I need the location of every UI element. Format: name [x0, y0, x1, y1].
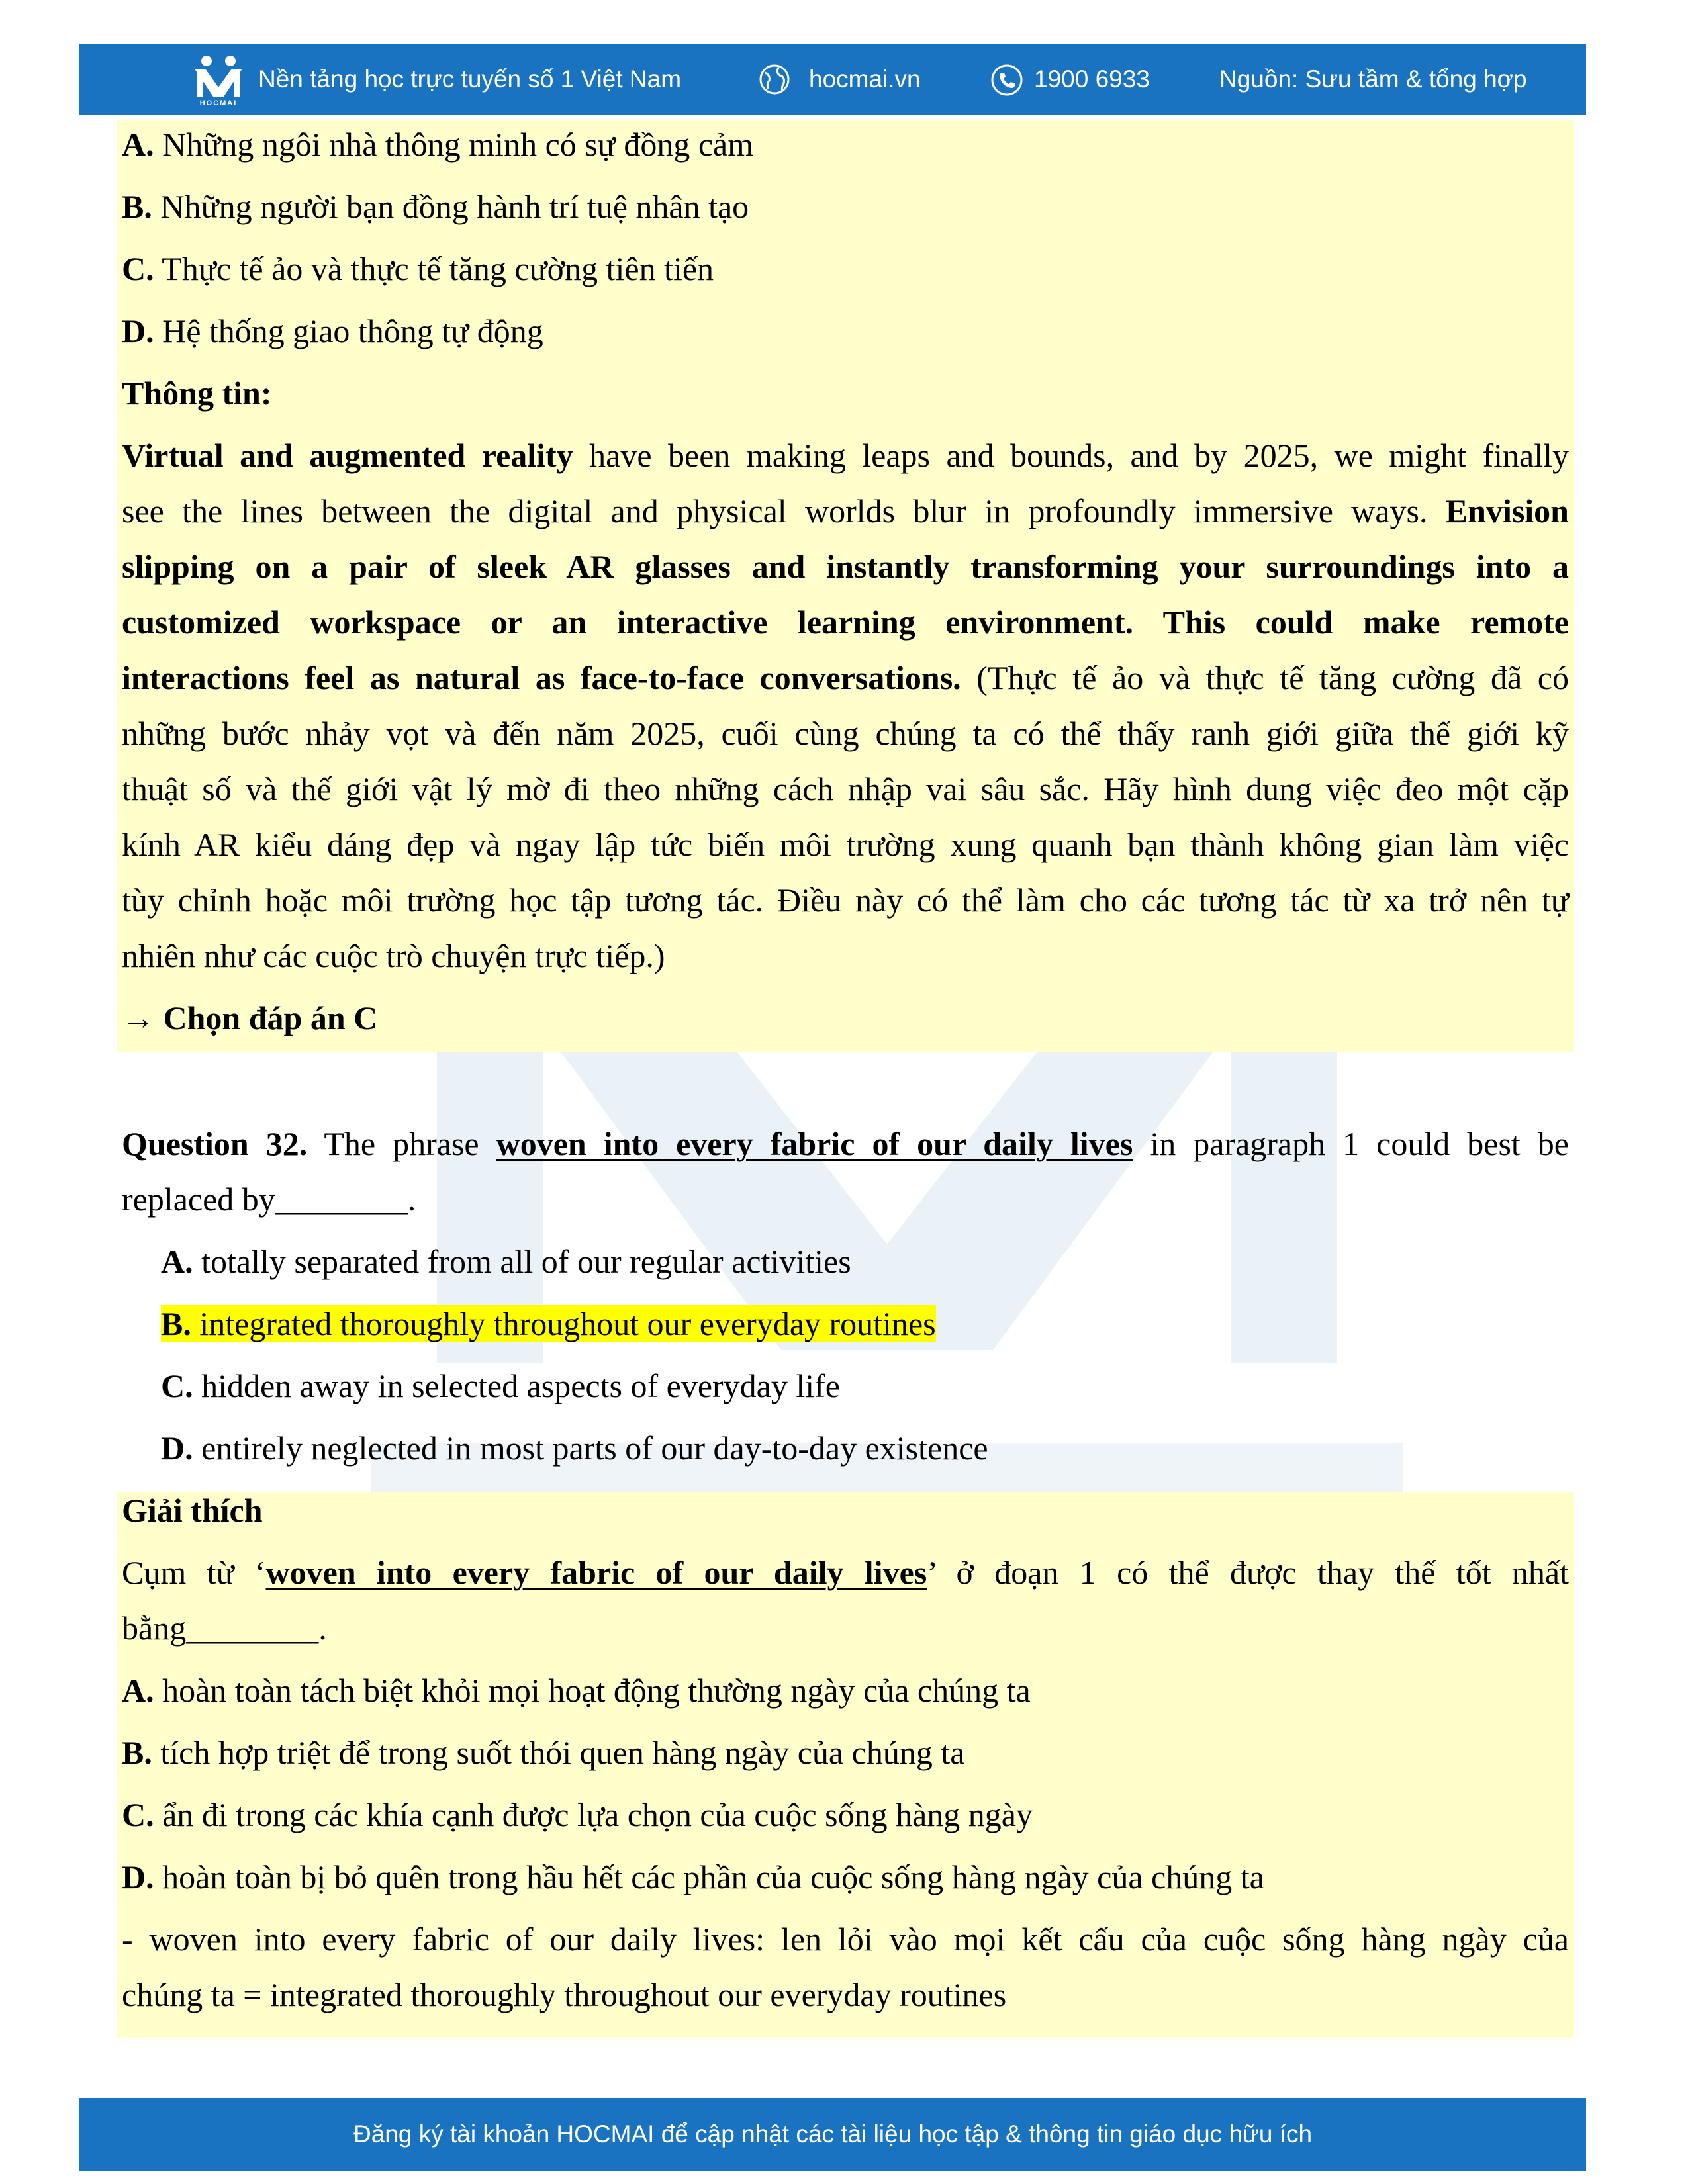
q32-option-c: C. hidden away in selected aspects of everyday life [161, 1367, 840, 1404]
page-header [79, 44, 1586, 115]
info-line-8: kính AR kiểu dáng đẹp và ngay lập tức biến môi trường xung quanh bạn thành không gian làm việc [122, 826, 1569, 863]
vi-option-c: C. ẩn đi trong các khía cạnh được lựa chọn của cuộc sống hàng ngày [122, 1796, 1033, 1833]
note-line-2: chúng ta = integrated thoroughly throughout our everyday routines [122, 1976, 1007, 2013]
logo-text: HOCMAI [199, 99, 238, 107]
page-footer[interactable] [79, 2098, 1586, 2171]
header-website[interactable]: hocmai.vn [809, 66, 921, 93]
explain-line-1: Cụm từ ‘woven into every fabric of our daily lives’ ở đoạn 1 có thể được thay thế tốt nhất [122, 1554, 1569, 1591]
info-line-3: slipping on a pair of sleek AR glasses and instantly transforming your surroundings into a [122, 548, 1569, 585]
info-line-10: nhiên như các cuộc trò chuyện trực tiếp.) [122, 937, 665, 974]
note-line-1: - woven into every fabric of our daily lives: len lỏi vào mọi kết cấu của cuộc sống hàng ngày của [122, 1921, 1569, 1958]
info-line-6: những bước nhảy vọt và đến năm 2025, cuối cùng chúng ta có thể thấy ranh giới giữa thế giới kỹ [122, 715, 1569, 752]
answer-line: → Chọn đáp án C [122, 999, 378, 1036]
question-stem-line-2: replaced by________. [122, 1181, 416, 1218]
q32-option-a: A. totally separated from all of our regular activities [161, 1243, 851, 1280]
vi-option-a: A. hoàn toàn tách biệt khỏi mọi hoạt động thường ngày của chúng ta [122, 1672, 1031, 1709]
explain-line-2: bằng________. [122, 1610, 327, 1647]
footer-text[interactable]: Đăng ký tài khoản HOCMAI để cập nhật các tài liệu học tập & thông tin giáo dục hữu ích [353, 2120, 1313, 2148]
option-a: A. Những ngôi nhà thông minh có sự đồng cảm [122, 126, 754, 163]
info-line-1: Virtual and augmented reality have been making leaps and bounds, and by 2025, we might finally [122, 437, 1569, 474]
vi-option-d: D. hoàn toàn bị bỏ quên trong hầu hết các phần của cuộc sống hàng ngày của chúng ta [122, 1858, 1264, 1895]
info-line-9: tùy chỉnh hoặc môi trường học tập tương tác. Điều này có thể làm cho các tương tác từ xa trở nên tự [122, 882, 1569, 919]
info-line-5: interactions feel as natural as face-to-face conversations. (Thực tế ảo và thực tế tăng cường đã có [122, 659, 1569, 696]
header-source: Nguồn: Sưu tầm & tổng hợp [1219, 66, 1527, 93]
option-c: C. Thực tế ảo và thực tế tăng cường tiên tiến [122, 250, 714, 287]
q32-option-d: D. entirely neglected in most parts of our day-to-day existence [161, 1430, 988, 1467]
info-line-2: see the lines between the digital and physical worlds blur in profoundly immersive ways. Envision [122, 492, 1569, 529]
question-stem: Question 32. The phrase woven into every fabric of our daily lives in paragraph 1 could best be [122, 1125, 1570, 1162]
option-b: B. Những người bạn đồng hành trí tuệ nhân tạo [122, 188, 749, 225]
header-tagline: Nền tảng học trực tuyến số 1 Việt Nam [258, 66, 682, 93]
explain-label: Giải thích [122, 1492, 263, 1529]
option-d: D. Hệ thống giao thông tự động [122, 312, 543, 349]
vi-option-b: B. tích hợp triệt để trong suốt thói quen hàng ngày của chúng ta [122, 1734, 965, 1771]
info-label: Thông tin: [122, 375, 272, 412]
info-line-4: customized workspace or an interactive learning environment. This could make remote [122, 604, 1569, 641]
phone-icon [990, 64, 1023, 97]
q32-option-b: B. integrated thoroughly throughout our everyday routines [161, 1305, 936, 1342]
header-phone[interactable]: 1900 6933 [1034, 66, 1150, 93]
globe-icon [759, 64, 790, 95]
info-line-7: thuật số và thế giới vật lý mờ đi theo những cách nhập vai sâu sắc. Hãy hình dung việc đeo một cặp [122, 770, 1569, 807]
